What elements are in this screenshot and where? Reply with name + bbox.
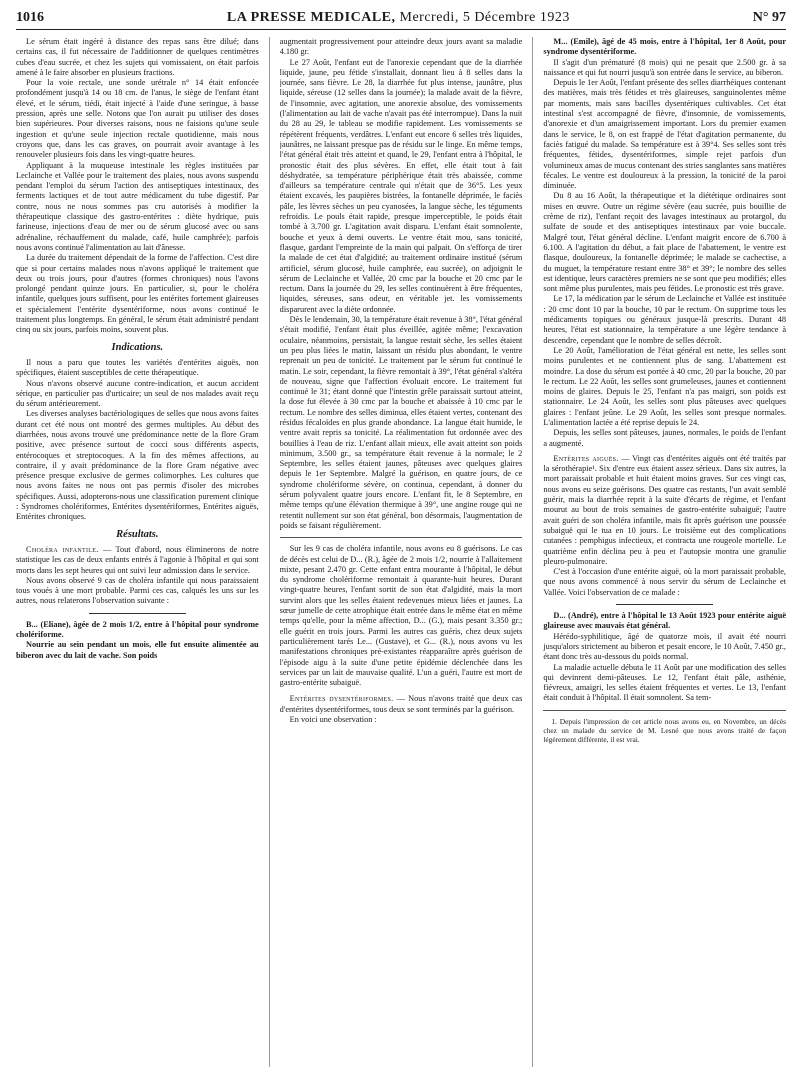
paragraph: Il s'agit d'un prématuré (8 mois) qui ne pesait que 2.500 gr. à sa naissance et qui fut nourri jusqu'à son entrée dans le service, au biberon. [543, 57, 787, 77]
paragraph: En voici une observation : [289, 715, 377, 724]
journal-title [227, 10, 570, 26]
page-number: 1016 [16, 10, 44, 25]
paragraph: Le 20 Août, l'amélioration de l'état général est nette, les selles sont moins purulentes et ne contiennent plus de sang. L'abattement est moindre. La dose du sérum est portée à 40 cmc, 20 par la bouche, 20 par le rectum. Le 22 Août, les selles sont grumeleuses, jaunes et contiennent moins de glaires. Depuis le 25, l'enfant n'a pas maigri, son poids est stationnaire. Le 24 Août, les selles sont plus pâteuses avec quelques glaires : l'enfant jeûne. Le 29 Août, les selles sont presque normales. L'alimentation lactée a été reprise depuis le 24. [543, 345, 787, 427]
observation-text: Nourrie au sein pendant un mois, elle fut ensuite alimentée au biberon avec du lait de vache. Son poids [16, 640, 259, 660]
paragraph-text: — Vingt cas d'entérites aiguës ont été traités par la sérothérapie¹. Six d'entre eux étaient assez sérieux. Dans six autres, la mort paraissait probable et huit étaient moins graves. Sur ces vingt cas, nous avons eu seize guérisons. Des quatre cas restants, l'un avait semblé guérir, mais la diarrhée reprit à la suite d'écarts de régime, et l'enfant mourut au bout de trois semaines de gastro-entérite subaiguë; l'autre avait guéri de son choléra infantile, mais fit après guérison une poussée subaiguë qui le tua en 10 jours. Le troisième eut des complications cutanées : pemphigus infectieux, et contracta une rougeole mortelle. Le quatrième enfin déclina peu à peu et l'autopsie montra une granulie pleuro-pulmonaire. [543, 453, 787, 566]
run-in-heading: Entérites aiguës. [553, 453, 619, 463]
paragraph: Sur les 9 cas de choléra infantile, nous avons eu 8 guérisons. Le cas de décès est celui de D... (R.), âgée de 2 mois 1/2, nourrie à l'allaitement mixte, pesant 2.470 gr. Cette enfant entra mourante à l'hôpital, le début du syndrome cholériforme remontait à quarante-huit heures. Durant vingt-quatre heures, l'enfant sortit de son état d'algidité, mais la mort survint alors que les selles étaient redevenues mieux liées et jaunes. La sœur jumelle de cette atrophique était entrée dans le même état en même temps qu'elle, pour la même affection, D... (G.), mais pesant 3.350 gr.; elle guérit en trois jours. Parmi les autres cas guéris, chez deux sujets particulièrement tarés Le... (Gustave), et G... (R.), nous avons vu les manifestations chroniques pré-existantes réapparaître après guérison de l'épisode aigu à la suite d'une petite épidémie déclenchée dans les services par un lait de mauvaise qualité. L'un a guéri, l'autre est mort de gastro-entérite subaiguë. [279, 544, 523, 688]
paragraph-text: — Tout d'abord, nous éliminerons de notre statistique les cas de deux enfants entrés à l'agonie à l'hôpital et qui sont morts dans les sept heures qui ont suivi leur admission dans le service. [16, 544, 259, 575]
paragraph: Hérédo-syphilitique, âgé de quatorze mois, il avait été nourri jusqu'alors strictement au biberon et pesait encore, le 10 Août, 7.450 gr., étant donc très au-dessous du poids normal. [543, 631, 787, 662]
paragraph: Dès le lendemain, 30, la température était revenue à 38°, l'état général s'était modifié, l'enfant était plus éveillée, agitée même; l'excavation oculaire, néanmoins, persistait, la langue restait sèche, les selles étaient un peu plus liées le matin, laissant un résidu plus abondant, le ventre reprenait un peu de tonicité. Le traitement par le sérum fut continué le matin. Le soir, cependant, la fièvre remontait à 39°, l'état général s'altéra de nouveau, signe que l'affection évoluait encore. Le traitement fut continué le 31; étant donné que l'intestin grêle paraissait surtout atteint, la dose fut élevée à 30 cmc par la bouche et abaissée à 10 cmc par le rectum. Le nombre des selles diminua, elles étaient vertes, contenant des résidus fécaloïdes en plus grande abondance. La langue était humide, le ventre avait repris sa tonicité. La réalimentation fut ordonnée avec des bouillies à l'eau de riz. L'enfant allait mieux, elle avait atteint son poids minimum, 3.500 gr., sa température était revenue à la normale; le 2 Septembre, les selles étaient jaunes, pâteuses avec quelques glaires depuis le 1er Septembre. Malgré la guérison, en quatre jours, de ce syndrome cholériforme sévère, on continua, cependant, à donner du sérum polyvalent quatre jours encore. L'enfant fit, le 8 Septembre, en même temps qu'une élévation thermique à 39°, une angine rouge qui ne retentit nullement sur son état général, bon désormais, l'augmentation de poids se faisant régulièrement. [279, 315, 523, 530]
paragraph: La maladie actuelle débuta le 11 Août par une modification des selles qui devinrent demi-pâteuses. Le 12, l'enfant était pâle, asthénie, fiévreux, amaigri, les selles étaient fréquentes et vertes. Le 13, l'enfant était conduit à l'hôpital. Il était somnolent. Sa tem- [543, 662, 787, 703]
observation-heading: B... (Eliane), âgée de 2 mois 1/2, entre à l'hôpital pour syndrome cholériforme. [16, 619, 259, 640]
footnote-text: 1. Depuis l'impression de cet article nous avons eu, en Novembre, un décès chez un malade du service de M. Lesné que nous avons traité de façon légèrement différente, il est vrai. [543, 716, 787, 744]
run-in-heading: Choléra infantile. [26, 544, 99, 554]
observation-heading: D... (André), entre à l'hôpital le 13 Août 1923 pour entérite aiguë glaireuse avec mauvais état général. [543, 611, 787, 631]
run-in-heading: Entérites dysentériformes. [289, 694, 394, 704]
paragraph: La durée du traitement dépendait de la forme de l'affection. C'est dire que si pour certains malades nous n'avons appliqué le traitement que deux ou trois jours, pour d'autres (formes chroniques) nous l'avons prolongé pendant quinze jours. En particulier, si, pour le choléra infantile, quelques jours suffisent, pour les entérites fortement glaireuses et spécialement l'entérite dysentériforme, nous avons continué le traitement plus longtemps. En général, le sérum était administré pendant cinq ou six jours, parfois moins, souvent plus. [16, 253, 259, 335]
section-heading-indications: Indications. [111, 341, 164, 353]
columns [16, 37, 786, 1067]
paragraph [16, 545, 259, 576]
observation-heading: M... (Emile), âgé de 45 mois, entre à l'hôpital, 1er 8 Août, pour syndrome dysentériforme. [543, 37, 787, 57]
paragraph: augmentait progressivement pour atteindre deux jours avant sa maladie 4.180 gr. [279, 37, 523, 57]
column-2 [280, 37, 523, 1067]
column-divider [269, 37, 270, 1067]
column-divider [532, 37, 533, 1067]
paragraph: Depuis le 1er Août, l'enfant présente des selles diarrhéiques contenant des matières, mais très fétides et très glaireuses, sanguinolentes même par moments, mais sans bacilles dysentériques cultivables. Cet état intestinal s'est accompagné de fièvre, d'insomnie, de vomissements, d'anorexie et d'un amaigrissement important. Lors du premier examen dans le service, le 8, on est frappé de l'état d'agitation permanente, du faciès fatigué du malade. Sa température est à 39°4. Ses selles sont très fréquentes, fétides, dysentériformes, simple rejet parfois d'un volumineux amas de mucus contenant des stries sanglantes sans matières fécales. Le ventre est douloureux à la pression, la tonicité de la paroi diminuée. [543, 78, 787, 191]
issue-number: N° 97 [752, 10, 786, 25]
separator-rule [89, 613, 186, 614]
paragraph: Le sérum était ingéré à distance des repas sans être dilué; dans certains cas, il fut nécessaire de l'additionner de quelques centimètres cubes d'eau sucrée, et chez les sujets qui vomissaient, on était parfois amené à le faire absorber en plusieurs fractions. [16, 37, 259, 77]
paragraph: Nous n'avons observé aucune contre-indication, et aucun accident sérique, en particulier pas d'urticaire; un seul de nos malades avait reçu du sérum antérieurement. [16, 378, 259, 409]
paragraph: Le 27 Août, l'enfant eut de l'anorexie cependant que de la diarrhée liquide, jaune, peu fétide s'installait, donnant lieu à 8 selles dans la journée, sans fièvre. Le 28, la diarrhée fut plus intense, jaunâtre, plus liquide, séreuse (12 selles dans la journée); la malade avait de la fièvre, de l'insomnie, avec agitation, une anorexie absolue, des vomissements (l'alimentation au lait de vache n'avait pas été interrompue). Dans la nuit du 28 au 29, le tableau se modifie rapidement. Les vomissements se répétèrent fréquents, verdâtres. L'enfant eut encore 6 selles très liquides, jaunâtres, ne laissant presque pas de résidu sur le linge. En même temps, l'état général était très atteint et quand, le 29, l'enfant entra à l'hôpital, le pronostic était des plus sévères. En effet, elle était tout à fait déshydratée, sa température périphérique était très abaissée, comme d'ailleurs sa température centrale qui n'était que de 36°5. Les yeux étaient excavés, les paupières bistrées, la fontanelle déprimée, le faciès pâle, les lèvres sèches un peu cyanosées, la langue sèche, les téguments refroidis. Le pouls était rapide, presque imperceptible, le poids était tombé à 3.700 gr. L'agitation avait disparu. L'enfant était somnolente, bouche et yeux à demi ouverts. Le ventre était mou, sans tonicité, flasque, gardant l'empreinte de la main qui palpait. On s'efforça de tirer la malade de cet état d'algidité; au traitement ordinaire institué (sérum artificiel, sérum glucosé, huile camphrée, eau sucrée), on adjoignit le sérum de Leclainche et Vallée, 20 cmc par la bouche et 20 cmc par le rectum. Dans la journée du 29, les selles continuèrent à être fréquentes, liquides, séreuses, sans odeur, en véritable jet. les vomissements disparurent avec la diète ordonnée. [279, 57, 523, 314]
running-head [16, 10, 786, 30]
separator-rule [280, 537, 523, 538]
journal-name: LA PRESSE MEDICALE, [226, 10, 396, 25]
paragraph: Les diverses analyses bactériologiques de selles que nous avons faites durant cet été nous ont montré des germes multiples. Au début des diarrhées, nous avons trouvé une prédominance nette de la flore Gram positive, avec présence surtout de cocci sous différents aspects, entérocoques et streptocoques. A la fin des mêmes affections, au contraire, il y avait prédominance de la flore Gram négative avec présence presque exclusive de germes colimorphes. Les cultures que nous avons faites ne nous ont pas permis d'isoler des microbes spécifiques. Aussi, adopterons-nous une classification purement clinique : Syndromes cholériformes, Entérites dysentériformes, Entérites aiguës, Entérites chroniques. [16, 409, 259, 522]
paragraph: Depuis, les selles sont pâteuses, jaunes, normales, le poids de l'enfant a augmenté. [543, 428, 787, 448]
paragraph: Nous avons observé 9 cas de choléra infantile qui nous paraissaient tous voués à une mort probable. Parmi ces cas, calqués les uns sur les autres, nous relaterons l'observation suivante : [16, 575, 259, 606]
footnote-rule [543, 710, 786, 711]
column-1 [16, 37, 259, 1067]
paragraph: Pour la voie rectale, une sonde urétrale n° 14 était enfoncée profondément jusqu'à 14 ou 18 cm. de l'anus, le siège de l'enfant étant élevé, et le sérum, tiédi, était injecté à l'aide d'une seringue, à basse pression, après une selle. Notons que l'on aurait pu utiliser des doses bien supérieures. Pour diverses raisons, nous ne faisions qu'une seule ingestion et qu'une seule injection rectale quotidienne, mais nous croyons que, dans les cas graves, on pourrait avoir avantage à les renouveler plusieurs fois dans les vingt-quatre heures. [16, 78, 259, 160]
column-3 [543, 37, 786, 1067]
paragraph: Il nous a paru que toutes les variétés d'entérites aiguës, non spécifiques, étaient susceptibles de cette thérapeutique. [16, 357, 259, 378]
paragraph-text: — Nous n'avons traité que deux cas d'entérites dysentériformes, tous deux se sont terminés par la guérison. [279, 694, 523, 714]
paragraph [543, 454, 786, 567]
footnote [543, 717, 786, 744]
section-heading-resultats: Résultats. [116, 528, 159, 540]
paragraph: Le 17, la médication par le sérum de Leclainche et Vallée est instituée : 20 cmc dont 10 par la bouche, 10 par le rectum. On supprime tous les médicaments topiques ou généraux jusque-là prescrits. Durant 48 heures, l'état est stationnaire, la température a une légère tendance à descendre, cependant que le nombre de selles décroît. [543, 294, 787, 345]
paragraph: Appliquant à la muqueuse intestinale les règles instituées par Leclainche et Vallée pour le traitement des plaies, nous avons suspendu pendant l'emploi du sérum l'action des antiseptiques intestinaux, des ferments lactiques et de tout autre médicament du tube digestif. Par contre, nous ne nous sommes pas cru autorisés à modifier la thérapeutique classique des gastro-entérites : diète hydrique, puis farineuse, injections d'eau de mer ou de sérum glucosé avec ou sans adrénaline, réchauffement du malade, café, huile camphrée); parfois nous avons continué l'alimentation au lait d'ânesse. [16, 160, 259, 252]
paragraph: C'est à l'occasion d'une entérite aiguë, où la mort paraissait probable, que nous avons commencé à nous servir du sérum de Leclainche et Vallée. Voici l'observation de ce malade : [543, 567, 787, 597]
separator-rule [616, 604, 713, 605]
issue-date: Mercredi, 5 Décembre 1923 [399, 10, 570, 25]
paragraph [280, 694, 523, 715]
paragraph: Du 8 au 16 Août, la thérapeutique et la diététique ordinaires sont mises en œuvre. Outre un régime sévère (eau sucrée, puis bouillie de crème de riz), l'enfant reçoit des lavages intestinaux au protargol, du sulfate de soude et des antiseptiques intestinaux par voie buccale. Malgré tout, l'état général décline. L'enfant maigrit encore de 6.700 à 6.100. A l'agitation du début, a fait place de l'abattement, le ventre est flasque, douloureux, la fontanelle déprimée; le malade se cachectise, a du muguet, la température restant entre 38° et 39°; le nombre des selles est identique, leurs caractères premiers ne se sont que peu modifiés; elles sont même plus purulentes, mais peu fétides. Le pronostic est très grave. [543, 191, 787, 294]
